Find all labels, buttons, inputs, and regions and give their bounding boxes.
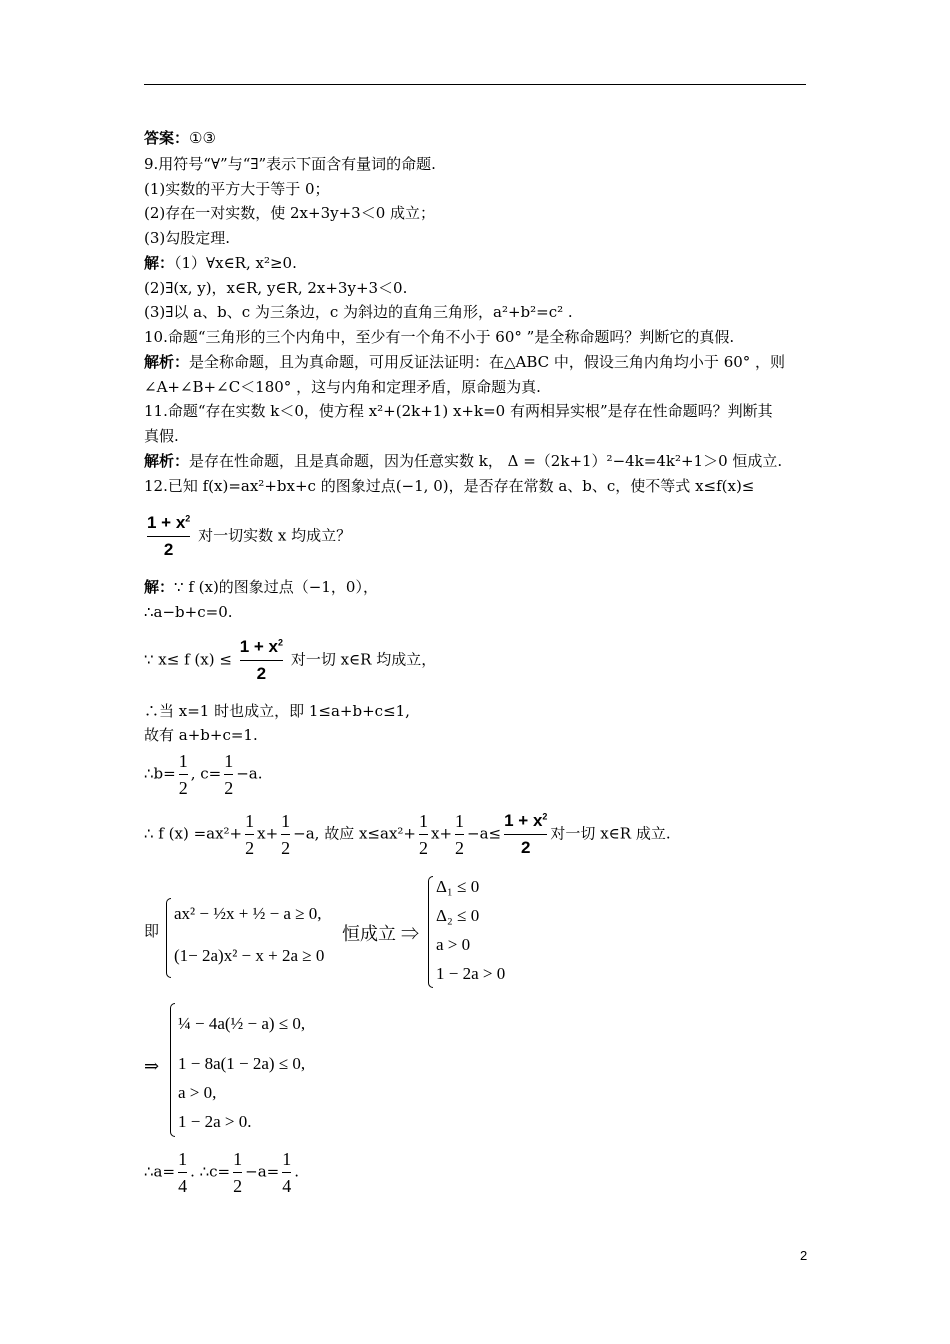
fraction-numerator: 1 + x	[147, 513, 186, 532]
q11-solution-text: 是存在性命题，且是真命题，因为任意实数 k， Δ =（2k+1）²−4k=4k²+1＞0 恒成立.	[189, 452, 783, 470]
half-fraction: $\frac{1}{2}$	[233, 1146, 242, 1199]
half-fraction: $\frac{1}{2}$	[224, 748, 233, 801]
q12-s7-e: −a≤	[467, 824, 502, 843]
system3-row-3: a > 0,	[178, 1083, 217, 1102]
quarter-fraction: $\frac{1}{4}$	[178, 1146, 187, 1199]
q12-solution-3-pre: ∵ x≤ f (x) ≤	[144, 650, 232, 669]
fraction-denominator: 2	[240, 660, 283, 687]
q11-solution-label: 解析：	[144, 452, 190, 470]
q12-s3-fraction: $\frac{1 + x^2}{2}$	[240, 634, 283, 687]
final-a-pre: ∴a=	[144, 1162, 176, 1181]
q12-solution-2: ∴a−b+c=0.	[144, 603, 233, 621]
q9-solution-1-text: （1）∀x∈R, x²≥0.	[174, 254, 297, 272]
q10-solution-2: ∠A+∠B+∠C＜180° ，这与内角和定理矛盾，原命题为真.	[144, 378, 541, 396]
q12-solution-3	[144, 634, 436, 687]
half-fraction: $\frac{1}{2}$	[281, 808, 290, 861]
q12-solution-label: 解：	[144, 578, 175, 596]
q9-item-3: (3)勾股定理.	[144, 229, 231, 247]
q10-title: 10.命题“三角形的三个内角中，至少有一个角不小于 60° ”是全称命题吗？判断它的真假.	[144, 328, 735, 346]
q12-solution-7	[144, 808, 671, 861]
implies-arrow-2: ⇒	[144, 1056, 160, 1077]
q10-solution-label: 解析：	[144, 353, 190, 371]
q9-solution-1	[144, 253, 297, 273]
q12-fraction-line	[144, 510, 351, 563]
implies-arrow: ⇒	[401, 924, 420, 944]
final-c-mid: −a=	[245, 1162, 280, 1181]
fraction-numerator: 1 + x	[239, 637, 279, 656]
q12-title-tail: 对一切实数 x 均成立？	[198, 526, 352, 545]
q12-solution-5: 故有 a+b+c=1.	[144, 726, 258, 744]
q12-s7-a: ∴ f (x) =ax²+	[144, 824, 243, 843]
q9-solution-label: 解：	[144, 254, 175, 272]
system2-row-4: 1 − 2a > 0	[436, 964, 506, 983]
q12-s6-pre: ∴b=	[144, 764, 176, 783]
q12-title: 12.已知 f(x)=ax²+bx+c 的图象过点(−1, 0)，是否存在常数 a、b、c，使不等式 x≤f(x)≤	[144, 477, 755, 495]
system2-row-1: Δ₁ ≤ 0	[436, 877, 480, 896]
half-fraction: $\frac{1}{2}$	[179, 748, 188, 801]
q11-solution	[144, 451, 782, 471]
q12-s6-mid: , c=	[190, 764, 222, 783]
system3-row-4: 1 − 2a > 0.	[178, 1112, 252, 1131]
answer-line	[144, 128, 216, 148]
answer-label: 答案：	[144, 129, 190, 147]
fraction-denominator: 2	[147, 536, 190, 563]
system-brace-3	[170, 1003, 175, 1137]
q9-solution-2: (2)∃(x, y)，x∈R, y∈R, 2x+3y+3＜0.	[144, 279, 408, 297]
holds-always-label	[342, 920, 419, 946]
system3-row-2: 1 − 8a(1 − 2a) ≤ 0,	[178, 1054, 306, 1073]
q12-solution-1	[144, 577, 378, 597]
q9-title: 9.用符号“∀”与“∃”表示下面含有量词的命题.	[144, 155, 436, 173]
system-brace-1	[166, 898, 171, 978]
answer-value: ①③	[189, 129, 216, 147]
half-fraction: $\frac{1}{2}$	[419, 808, 428, 861]
q10-solution-1-text: 是全称命题，且为真命题，可用反证法证明：在△ABC 中，假设三角内角均小于 60° ，则	[189, 353, 786, 371]
system3-row-1: ¼ − 4a(½ − a) ≤ 0,	[178, 1014, 306, 1033]
q12-s7-fraction: $\frac{1 + x^2}{2}$	[504, 808, 547, 861]
page-number: 2	[800, 1248, 808, 1263]
q12-solution-3-post: 对一切 x∈R 均成立，	[290, 650, 437, 669]
heng-cheng-li: 恒成立	[342, 924, 396, 944]
q12-solution-1-text: ∵ f (x)的图象过点（−1，0），	[174, 578, 378, 596]
q12-s7-c: −a, 故应 x≤ax²+	[293, 824, 416, 843]
q12-s7-b: x+	[257, 824, 279, 843]
system-brace-2	[428, 876, 433, 988]
q9-item-1: (1)实数的平方大于等于 0；	[144, 180, 330, 198]
system2-row-2: Δ₂ ≤ 0	[436, 906, 480, 925]
q12-s6-post: −a.	[236, 764, 263, 783]
q9-solution-3: (3)∃以 a、b、c 为三条边，c 为斜边的直角三角形，a²+b²=c² .	[144, 303, 573, 321]
final-end: .	[294, 1162, 299, 1181]
q12-solution-4: ∴当 x=1 时也成立，即 1≤a+b+c≤1,	[144, 702, 410, 720]
header-rule	[144, 84, 806, 85]
quarter-fraction: $\frac{1}{4}$	[282, 1146, 291, 1199]
system1-row-1: ax² − ½x + ½ − a ≥ 0,	[174, 904, 322, 923]
q12-title-fraction: $\frac{1 + x^2}{2}$	[147, 510, 190, 563]
q12-final-line	[144, 1146, 299, 1199]
q12-solution-6	[144, 748, 263, 801]
half-fraction: $\frac{1}{2}$	[245, 808, 254, 861]
system1-row-2: (1− 2a)x² − x + 2a ≥ 0	[174, 946, 325, 965]
q11-title-1: 11.命题“存在实数 k＜0，使方程 x²+(2k+1) x+k=0 有两相异实根”是存在性命题吗？判断其	[144, 402, 773, 420]
q11-title-2: 真假.	[144, 427, 179, 445]
final-c-pre: . ∴c=	[190, 1162, 231, 1181]
q12-s7-f: 对一切 x∈R 成立.	[550, 824, 671, 843]
q12-s7-d: x+	[430, 824, 453, 843]
q12-s8-pre: 即	[144, 922, 160, 940]
half-fraction: $\frac{1}{2}$	[455, 808, 464, 861]
q10-solution-1	[144, 352, 785, 372]
system2-row-3: a > 0	[436, 935, 471, 954]
q9-item-2: (2)存在一对实数，使 2x+3y+3＜0 成立；	[144, 204, 436, 222]
